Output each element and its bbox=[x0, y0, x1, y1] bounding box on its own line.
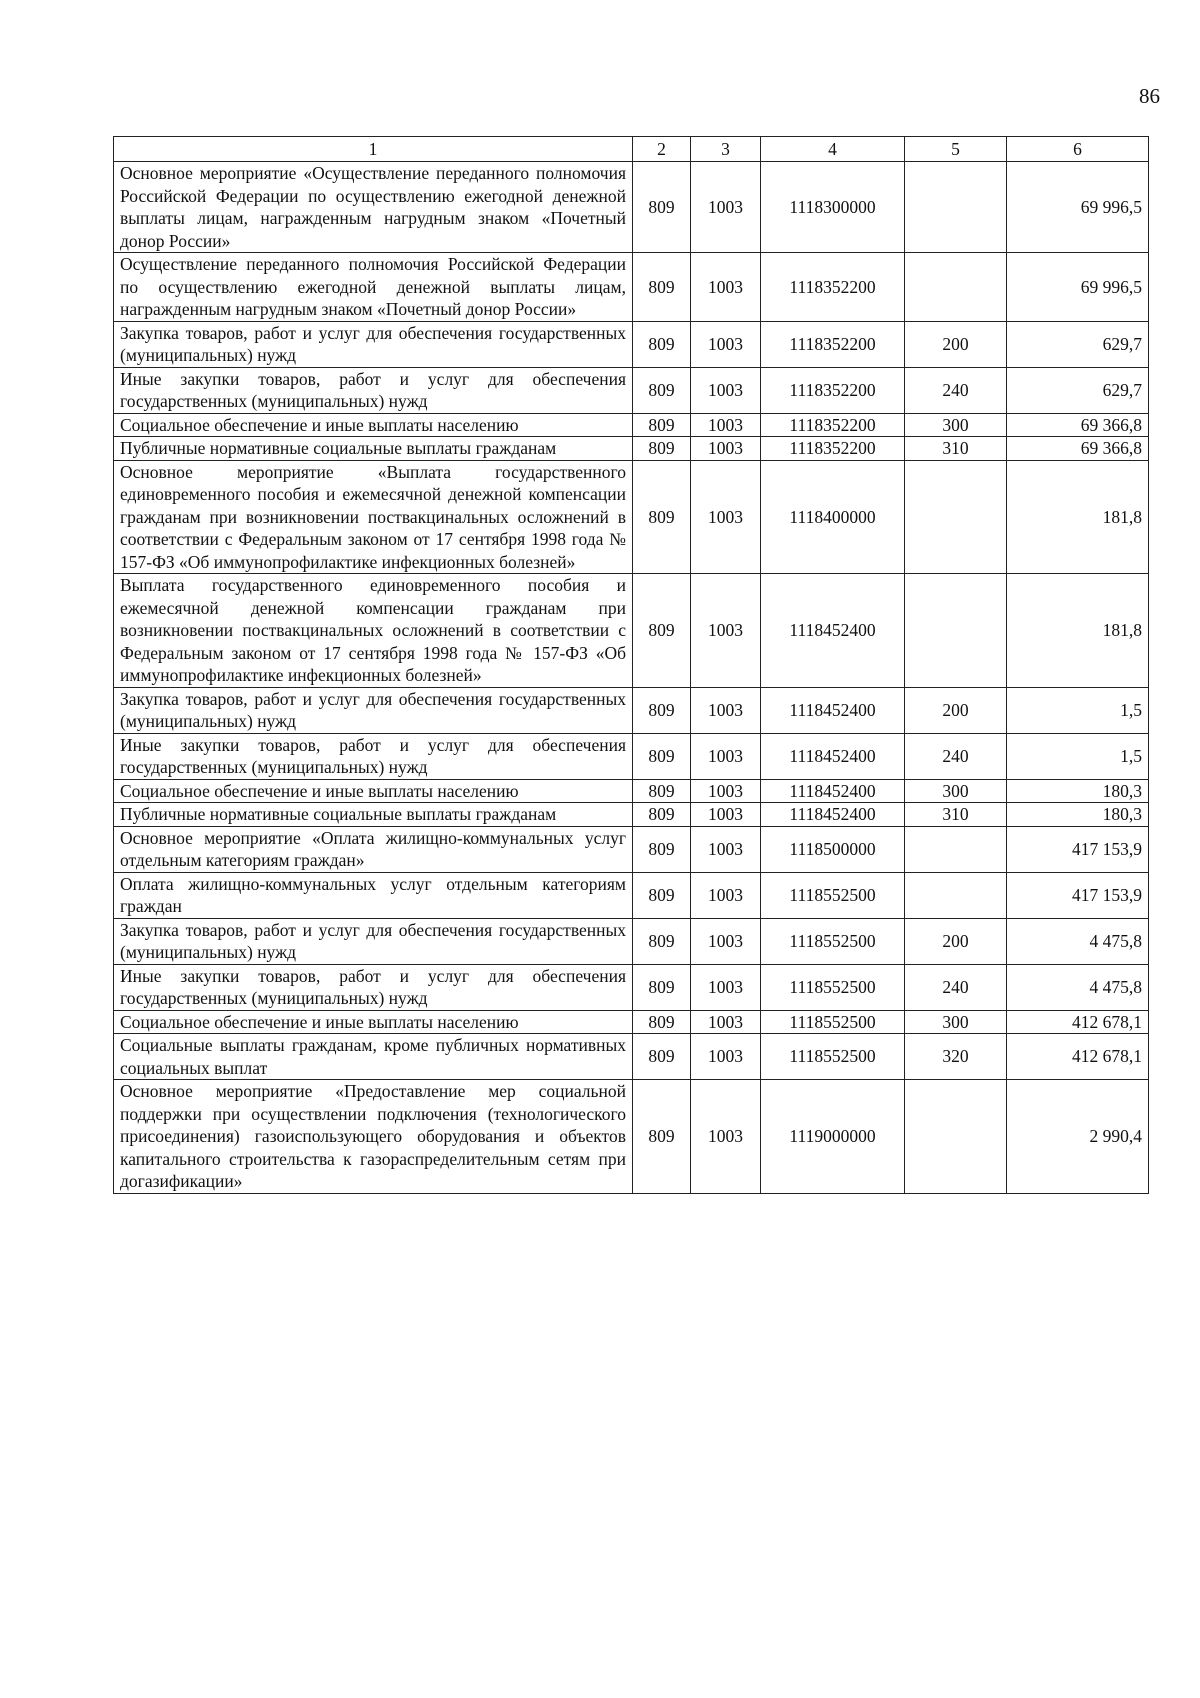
table-row bbox=[114, 367, 1149, 413]
row-grbs: 809 bbox=[633, 367, 691, 413]
row-grbs: 809 bbox=[633, 162, 691, 253]
row-amount: 4 475,8 bbox=[1007, 964, 1149, 1010]
table-row bbox=[114, 437, 1149, 461]
row-amount: 1,5 bbox=[1007, 687, 1149, 733]
row-section: 1003 bbox=[691, 872, 761, 918]
row-amount: 629,7 bbox=[1007, 367, 1149, 413]
row-vr: 310 bbox=[905, 437, 1007, 461]
row-name: Социальное обеспечение и иные выплаты населению bbox=[114, 413, 633, 437]
row-grbs: 809 bbox=[633, 1034, 691, 1080]
row-name: Иные закупки товаров, работ и услуг для обеспечения государственных (муниципальных) нужд bbox=[114, 964, 633, 1010]
row-section: 1003 bbox=[691, 413, 761, 437]
row-section: 1003 bbox=[691, 1010, 761, 1034]
row-name: Публичные нормативные социальные выплаты гражданам bbox=[114, 437, 633, 461]
table-row bbox=[114, 460, 1149, 574]
row-name: Закупка товаров, работ и услуг для обеспечения государственных (муниципальных) нужд bbox=[114, 321, 633, 367]
row-grbs: 809 bbox=[633, 964, 691, 1010]
header-col-3: 3 bbox=[691, 137, 761, 162]
row-amount: 417 153,9 bbox=[1007, 826, 1149, 872]
row-name: Публичные нормативные социальные выплаты гражданам bbox=[114, 803, 633, 827]
header-col-1: 1 bbox=[114, 137, 633, 162]
row-target: 1118552500 bbox=[761, 872, 905, 918]
table-row bbox=[114, 1034, 1149, 1080]
row-target: 1118452400 bbox=[761, 687, 905, 733]
row-target: 1118400000 bbox=[761, 460, 905, 574]
row-vr: 240 bbox=[905, 367, 1007, 413]
row-vr: 200 bbox=[905, 321, 1007, 367]
row-vr: 200 bbox=[905, 687, 1007, 733]
row-name: Закупка товаров, работ и услуг для обеспечения государственных (муниципальных) нужд bbox=[114, 918, 633, 964]
row-section: 1003 bbox=[691, 574, 761, 688]
row-amount: 180,3 bbox=[1007, 779, 1149, 803]
row-grbs: 809 bbox=[633, 872, 691, 918]
row-vr bbox=[905, 460, 1007, 574]
row-target: 1118552500 bbox=[761, 1010, 905, 1034]
row-section: 1003 bbox=[691, 1034, 761, 1080]
header-col-5: 5 bbox=[905, 137, 1007, 162]
row-amount: 1,5 bbox=[1007, 733, 1149, 779]
row-target: 1118452400 bbox=[761, 733, 905, 779]
header-col-6: 6 bbox=[1007, 137, 1149, 162]
row-target: 1118452400 bbox=[761, 574, 905, 688]
row-section: 1003 bbox=[691, 687, 761, 733]
header-row bbox=[114, 137, 1149, 162]
row-vr bbox=[905, 253, 1007, 322]
page-number: 86 bbox=[1139, 84, 1160, 108]
row-target: 1118552500 bbox=[761, 1034, 905, 1080]
row-name: Основное мероприятие «Оплата жилищно-коммунальных услуг отдельным категориям граждан» bbox=[114, 826, 633, 872]
budget-table bbox=[113, 136, 1149, 1194]
row-grbs: 809 bbox=[633, 437, 691, 461]
row-amount: 629,7 bbox=[1007, 321, 1149, 367]
header-col-4: 4 bbox=[761, 137, 905, 162]
row-amount: 412 678,1 bbox=[1007, 1010, 1149, 1034]
row-name: Иные закупки товаров, работ и услуг для обеспечения государственных (муниципальных) нужд bbox=[114, 733, 633, 779]
row-name: Основное мероприятие «Предоставление мер социальной поддержки при осуществлении подключения (технологического присоединения) газоиспользующего оборудования и объектов капитального строительства к газораспределительным сетям при догазификации» bbox=[114, 1080, 633, 1194]
row-amount: 4 475,8 bbox=[1007, 918, 1149, 964]
row-vr: 320 bbox=[905, 1034, 1007, 1080]
row-section: 1003 bbox=[691, 733, 761, 779]
row-vr bbox=[905, 872, 1007, 918]
row-vr: 300 bbox=[905, 413, 1007, 437]
row-section: 1003 bbox=[691, 460, 761, 574]
row-name: Выплата государственного единовременного пособия и ежемесячной денежной компенсации гражданам при возникновении поствакцинальных осложнений в соответствии с Федеральным законом от 17 сентября 1998 года № 157-ФЗ «Об иммунопрофилактике инфекционных болезней» bbox=[114, 574, 633, 688]
row-grbs: 809 bbox=[633, 918, 691, 964]
row-amount: 69 996,5 bbox=[1007, 162, 1149, 253]
row-name: Осуществление переданного полномочия Российской Федерации по осуществлению ежегодной денежной выплаты лицам, награжденным нагрудным знаком «Почетный донор России» bbox=[114, 253, 633, 322]
row-target: 1118552500 bbox=[761, 964, 905, 1010]
row-grbs: 809 bbox=[633, 253, 691, 322]
row-section: 1003 bbox=[691, 162, 761, 253]
row-section: 1003 bbox=[691, 964, 761, 1010]
row-target: 1118352200 bbox=[761, 437, 905, 461]
row-grbs: 809 bbox=[633, 1010, 691, 1034]
row-vr bbox=[905, 1080, 1007, 1194]
row-name: Социальные выплаты гражданам, кроме публичных нормативных социальных выплат bbox=[114, 1034, 633, 1080]
row-grbs: 809 bbox=[633, 733, 691, 779]
table-row bbox=[114, 1010, 1149, 1034]
row-section: 1003 bbox=[691, 1080, 761, 1194]
row-target: 1118352200 bbox=[761, 367, 905, 413]
row-grbs: 809 bbox=[633, 687, 691, 733]
row-section: 1003 bbox=[691, 367, 761, 413]
row-name: Иные закупки товаров, работ и услуг для обеспечения государственных (муниципальных) нужд bbox=[114, 367, 633, 413]
row-vr: 300 bbox=[905, 1010, 1007, 1034]
table-row bbox=[114, 1080, 1149, 1194]
row-section: 1003 bbox=[691, 437, 761, 461]
row-section: 1003 bbox=[691, 918, 761, 964]
table-row bbox=[114, 826, 1149, 872]
row-grbs: 809 bbox=[633, 1080, 691, 1194]
table-row bbox=[114, 253, 1149, 322]
row-target: 1118552500 bbox=[761, 918, 905, 964]
table-row bbox=[114, 413, 1149, 437]
row-section: 1003 bbox=[691, 803, 761, 827]
row-amount: 69 366,8 bbox=[1007, 437, 1149, 461]
row-target: 1118500000 bbox=[761, 826, 905, 872]
table-row bbox=[114, 872, 1149, 918]
row-target: 1118300000 bbox=[761, 162, 905, 253]
row-name: Закупка товаров, работ и услуг для обеспечения государственных (муниципальных) нужд bbox=[114, 687, 633, 733]
row-amount: 417 153,9 bbox=[1007, 872, 1149, 918]
row-grbs: 809 bbox=[633, 803, 691, 827]
row-section: 1003 bbox=[691, 321, 761, 367]
table-row bbox=[114, 964, 1149, 1010]
row-amount: 69 366,8 bbox=[1007, 413, 1149, 437]
row-amount: 412 678,1 bbox=[1007, 1034, 1149, 1080]
table-row bbox=[114, 918, 1149, 964]
row-grbs: 809 bbox=[633, 826, 691, 872]
row-name: Социальное обеспечение и иные выплаты населению bbox=[114, 1010, 633, 1034]
row-name: Социальное обеспечение и иные выплаты населению bbox=[114, 779, 633, 803]
row-amount: 181,8 bbox=[1007, 460, 1149, 574]
row-grbs: 809 bbox=[633, 574, 691, 688]
row-section: 1003 bbox=[691, 779, 761, 803]
table-row bbox=[114, 574, 1149, 688]
row-section: 1003 bbox=[691, 826, 761, 872]
row-vr: 300 bbox=[905, 779, 1007, 803]
row-grbs: 809 bbox=[633, 779, 691, 803]
row-amount: 69 996,5 bbox=[1007, 253, 1149, 322]
table-row bbox=[114, 803, 1149, 827]
row-vr bbox=[905, 574, 1007, 688]
row-target: 1118452400 bbox=[761, 779, 905, 803]
row-grbs: 809 bbox=[633, 321, 691, 367]
table-row bbox=[114, 162, 1149, 253]
row-vr bbox=[905, 826, 1007, 872]
row-amount: 180,3 bbox=[1007, 803, 1149, 827]
row-vr bbox=[905, 162, 1007, 253]
row-vr: 310 bbox=[905, 803, 1007, 827]
row-section: 1003 bbox=[691, 253, 761, 322]
row-amount: 2 990,4 bbox=[1007, 1080, 1149, 1194]
row-target: 1118352200 bbox=[761, 413, 905, 437]
row-name: Основное мероприятие «Выплата государственного единовременного пособия и ежемесячной денежной компенсации гражданам при возникновении поствакцинальных осложнений в соответствии с Федеральным законом от 17 сентября 1998 года № 157-ФЗ «Об иммунопрофилактике инфекционных болезней» bbox=[114, 460, 633, 574]
row-grbs: 809 bbox=[633, 460, 691, 574]
row-vr: 200 bbox=[905, 918, 1007, 964]
row-name: Оплата жилищно-коммунальных услуг отдельным категориям граждан bbox=[114, 872, 633, 918]
row-target: 1118452400 bbox=[761, 803, 905, 827]
table-row bbox=[114, 687, 1149, 733]
row-name: Основное мероприятие «Осуществление переданного полномочия Российской Федерации по осуществлению ежегодной денежной выплаты лицам, награжденным нагрудным знаком «Почетный донор России» bbox=[114, 162, 633, 253]
row-amount: 181,8 bbox=[1007, 574, 1149, 688]
row-grbs: 809 bbox=[633, 413, 691, 437]
table-row bbox=[114, 779, 1149, 803]
row-vr: 240 bbox=[905, 964, 1007, 1010]
row-target: 1118352200 bbox=[761, 253, 905, 322]
row-target: 1119000000 bbox=[761, 1080, 905, 1194]
row-target: 1118352200 bbox=[761, 321, 905, 367]
table-row bbox=[114, 321, 1149, 367]
table-row bbox=[114, 733, 1149, 779]
header-col-2: 2 bbox=[633, 137, 691, 162]
row-vr: 240 bbox=[905, 733, 1007, 779]
